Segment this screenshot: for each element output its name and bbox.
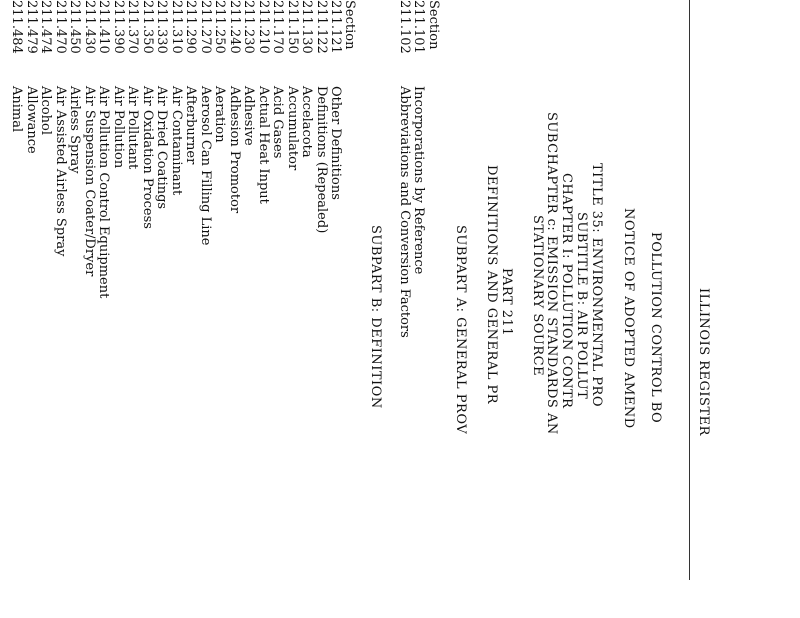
list-item: Animal [9,86,24,133]
part-number: PART 211 [499,268,514,337]
list-item: Air Pollution Control Equipment [96,86,111,299]
list-item: Abbreviations and Conversion Factors [397,86,412,338]
list-item: Air Dried Coatings [154,86,169,210]
list-item: Accumulator [285,86,300,171]
list-item: Allowance [24,86,39,154]
list-item: Acid Gases [270,86,285,159]
list-item: Adhesive [241,86,256,146]
list-item: Definitions (Repealed) [314,86,329,234]
list-item: 211.470 [53,0,68,54]
list-item: 211.330 [154,0,169,54]
list-item: Air Oxidation Process [140,86,155,229]
part-name: DEFINITIONS AND GENERAL PR [484,165,499,404]
list-item: 211.150 [285,0,300,54]
notice-line: NOTICE OF ADOPTED AMEND [621,208,636,429]
list-item: 211.450 [67,0,82,54]
list-item: 211.170 [270,0,285,54]
list-item: Air Contaminant [169,86,184,196]
list-item: 211.390 [111,0,126,54]
list-item: 211.479 [24,0,39,54]
subpart-b-section-label: Section [342,0,357,50]
list-item: 211.474 [38,0,53,54]
subtitle-line: SUBTITLE B: AIR POLLUT [574,212,589,400]
list-item: Actual Heat Input [256,86,271,204]
list-item: 211.430 [82,0,97,54]
list-item: Aeration [212,86,227,143]
register-header: ILLINOIS REGISTER [696,288,711,436]
list-item: Other Definitions [328,86,343,200]
list-item: Alcohol [38,86,53,136]
list-item: Aerosol Can Filling Line [198,86,213,246]
list-item: 211.210 [256,0,271,54]
title-line: TITLE 35: ENVIRONMENTAL PRO [589,163,604,407]
list-item: 211.484 [9,0,24,54]
list-item: Air Pollutant [125,86,140,170]
subpart-a-section-label: Section [426,0,441,50]
subpart-b-heading: SUBPART B: DEFINITION [368,225,383,409]
list-item: 211.270 [198,0,213,54]
list-item: Accelacota [299,86,314,158]
list-item: 211.101 [411,0,426,54]
list-item: 211.350 [140,0,155,54]
list-item: 211.290 [183,0,198,54]
list-item: 211.250 [212,0,227,54]
list-item: Adhesion Promotor [227,86,242,214]
subchapter-line-2: STATIONARY SOURCE [530,215,545,377]
header-rule [689,0,690,580]
list-item: Incorporations by Reference [411,86,426,275]
list-item: 211.122 [314,0,329,54]
list-item: 211.410 [96,0,111,54]
list-item: Air Suspension Coater/Dryer [82,86,97,277]
list-item: Air Assisted Airless Spray [53,86,68,257]
list-item: 211.130 [299,0,314,54]
list-item: 211.102 [397,0,412,54]
list-item: 211.310 [169,0,184,54]
subpart-a-heading: SUBPART A: GENERAL PROV [453,225,468,435]
list-item: 211.230 [241,0,256,54]
subchapter-line: SUBCHAPTER c: EMISSION STANDARDS AN [544,112,559,435]
list-item: Airless Spray [67,86,82,174]
list-item: Afterburner [183,86,198,165]
list-item: 211.240 [227,0,242,54]
list-item: 211.370 [125,0,140,54]
list-item: Air Pollution [111,86,126,169]
list-item: 211.121 [328,0,343,54]
chapter-line: CHAPTER I: POLLUTION CONTR [559,173,574,409]
board-name: POLLUTION CONTROL BO [648,232,663,424]
